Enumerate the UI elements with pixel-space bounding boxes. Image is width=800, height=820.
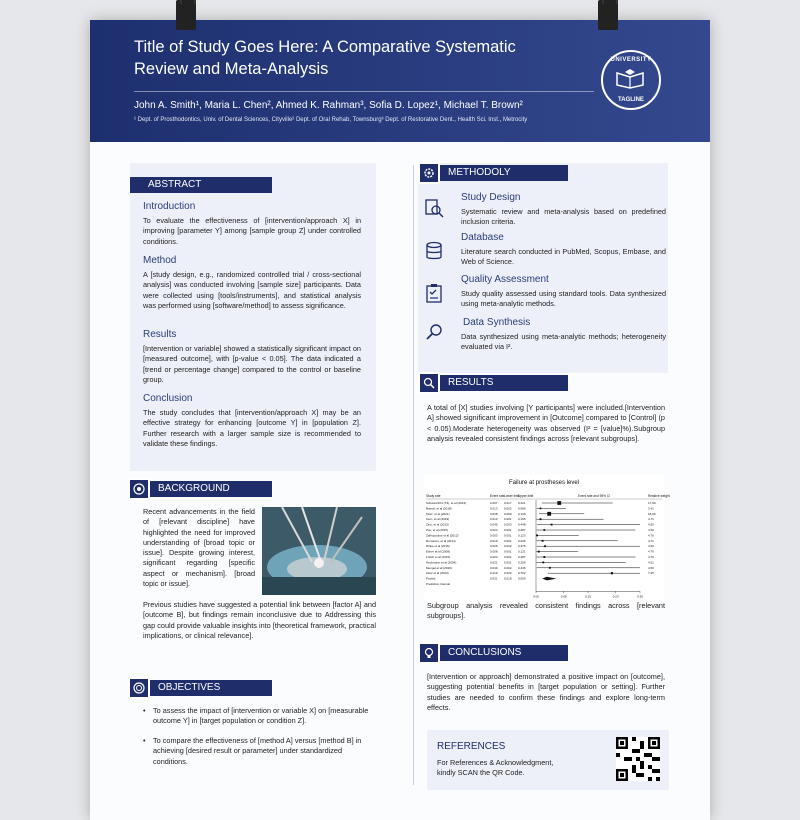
poster-title (134, 36, 604, 80)
title-divider (134, 91, 594, 92)
title-line-1: Title of Study Goes Here: A Comparative Systematic (134, 38, 516, 56)
logo-top-text: UNIVERSITY (610, 57, 652, 63)
conclusion-text: The study concludes that [intervention/approach X] may be an effective strategy for enhancing [outcome Y] in [population Z]. Further research with a larger sample size is recommended to validate these findings. (143, 408, 361, 448)
poster (90, 20, 710, 820)
relative-weight-value: 4.00 (648, 528, 654, 532)
data-synthesis-text: Data synthesized using meta-analytic methods; heterogeneity evaluated via I². (461, 332, 666, 352)
database-icon (424, 241, 444, 261)
study-name: Brandt, et al (2018) (426, 506, 452, 511)
conclusion-title: Conclusion (143, 393, 193, 404)
relative-weight-value: 3.41 (648, 506, 654, 511)
event-rate-value: 0.040 (490, 565, 498, 570)
event-rate-value: 0.031 (490, 576, 498, 581)
event-rate-value: 0.003 (490, 533, 498, 538)
column-divider (413, 165, 414, 785)
method-title: Method (143, 255, 177, 266)
effect-marker (542, 540, 544, 542)
results-section-icon (418, 372, 440, 394)
relative-weight-value: 4.71 (648, 538, 654, 543)
lower-limit-value: 0.003 (504, 522, 512, 527)
gear-icon (423, 167, 435, 179)
forest-plot-title: Failure at prostheses level (508, 480, 580, 486)
study-name: Klotz et al (2023) (426, 571, 449, 576)
conclusions-heading: CONCLUSIONS (420, 645, 568, 661)
relative-weight-value: 4.76 (648, 549, 654, 554)
results-text: [Intervention or variable] showed a statistically significant impact on [measured outcome], with [p-value < 0.05]. The data indicated a [trend or percentage change] compared to the control or baseline group. (143, 344, 361, 384)
relative-weight-value: 17.99 (648, 501, 656, 505)
effect-marker (543, 556, 545, 558)
lower-limit-value: 0.018 (504, 576, 512, 581)
methodology-section-icon (418, 162, 440, 184)
study-name: Frisch et al (2015) (426, 555, 451, 559)
relative-weight-value: 7.25 (648, 571, 654, 576)
lower-limit-value: 0.001 (504, 517, 512, 522)
affiliations: ¹ Dept. of Prosthodontics, Univ. of Dental Sciences, Cityville² Dept. of Oral Rehab, Townsburg³ Dept. of Restorative Dent., Health Sci. Inst., Metrocity (134, 117, 528, 123)
col-header-event: Event rate (490, 494, 505, 498)
quality-assessment-title: Quality Assessment (461, 274, 549, 285)
results-after-text: Subgroup analysis revealed consistent findings across [relevant subgroups]. (427, 601, 665, 621)
study-name: Rinke et al (2015) (426, 544, 450, 549)
study-name: Pooled (426, 576, 436, 581)
objective-item-1 (143, 706, 375, 727)
event-rate-value: 0.008 (490, 549, 498, 554)
results-text: A total of [X] studies involving [Y participants] were included.[Intervention A] showed significant improvement in [Outcome] compared to [Control] (p < 0.05).Moderate heterogeneity was observed (I² = [value]%).Subgroup analysis revealed consistent findings across [relevant subgroups]. (427, 403, 665, 443)
col-header-ci: Event rate and 95% CI (577, 494, 611, 498)
lower-limit-value: 0.001 (504, 549, 512, 554)
search-icon (423, 377, 435, 389)
upper-limit-value: 0.086 (518, 506, 526, 511)
effect-marker (540, 518, 542, 520)
event-rate-value: 0.013 (490, 506, 498, 511)
effect-marker (549, 567, 551, 569)
background-text-2: Previous studies have suggested a potential link between [factor A] and [outcome B], but findings remain inconclusive due to Addressing this gap could provide valuable insights into [theoretical framework, practical implications, or clinical relevance]. (143, 600, 376, 640)
lower-limit-value: 0.034 (504, 571, 512, 576)
intro-title: Introduction (143, 201, 196, 212)
lower-limit-value: 0.009 (504, 511, 512, 516)
database-title: Database (461, 232, 504, 243)
event-rate-value: 0.024 (490, 555, 498, 559)
effect-marker (544, 545, 546, 547)
methodology-heading: METHODOLY (420, 165, 568, 181)
upper-limit-value: 0.195 (518, 517, 526, 522)
lower-limit-value: 0.002 (504, 506, 512, 511)
upper-limit-value: 0.059 (518, 576, 526, 581)
poster-header (90, 20, 710, 142)
lower-limit-value: 0.017 (504, 501, 512, 505)
surgery-photo (262, 507, 376, 595)
magnifier-icon (424, 322, 444, 342)
bullet-icon: • (143, 706, 146, 715)
x-tick-label: 0.08 (560, 594, 567, 599)
upper-limit-value: 0.236 (518, 538, 526, 543)
lower-limit-value: 0.002 (504, 544, 512, 549)
results-title: Results (143, 329, 177, 340)
effect-marker (536, 534, 538, 536)
target-icon (133, 483, 145, 495)
effect-marker (557, 501, 561, 505)
bullseye-icon (133, 682, 145, 694)
study-design-title: Study Design (461, 192, 521, 203)
col-header-weight: Relative weight (648, 494, 670, 498)
objectives-section-icon (128, 677, 150, 699)
lower-limit-value: 0.002 (504, 565, 512, 570)
background-section-icon (128, 478, 150, 500)
relative-weight-value: 4.51 (648, 560, 654, 565)
search-document-icon (424, 198, 444, 218)
event-rate-value: 0.045 (490, 522, 498, 527)
effect-marker (540, 508, 542, 510)
event-rate-value: 0.067 (490, 501, 498, 505)
upper-limit-value: 0.123 (518, 533, 526, 538)
effect-marker (542, 561, 544, 563)
effect-marker (543, 529, 545, 531)
objectives-heading: OBJECTIVES (130, 680, 272, 696)
study-name: Heckmann et al (2004) (426, 560, 457, 565)
quality-assessment-text: Study quality assessed using standard tools. Data synthesized using meta-analytic methods. (461, 289, 666, 309)
effect-marker (551, 524, 553, 526)
qr-code-icon (616, 737, 660, 781)
col-header-study: Study rate (426, 494, 441, 498)
event-rate-value: 0.219 (490, 571, 498, 576)
study-name: Ettner et al (2008) (426, 549, 451, 554)
checklist-icon (424, 283, 444, 303)
study-name: Zinu, et al (2013) (426, 522, 449, 527)
binder-clip-left (176, 0, 196, 30)
lower-limit-value: 0.001 (504, 560, 512, 565)
method-text: A [study design, e.g., randomized controlled trial / cross-sectional analysis] was conducted involving [sample size] participants. Data were collected using [tools/instruments], and statistical analysis was performed using [software/method] to assess significance. (143, 270, 361, 310)
conclusions-section-icon (418, 642, 440, 664)
event-rate-value: 0.026 (490, 544, 498, 549)
bullet-icon: • (143, 736, 146, 745)
event-rate-value: 0.013 (490, 517, 498, 522)
x-tick-label: 0.23 (612, 594, 619, 599)
upper-limit-value: 0.121 (518, 549, 526, 554)
study-name: Zou, et al (2015) (426, 528, 449, 532)
col-header-lower: Lower limit (504, 494, 520, 498)
surgery-image (262, 507, 376, 595)
x-tick-label: 0.30 (637, 594, 643, 599)
relative-weight-value: 18.69 (648, 511, 656, 516)
upper-limit-value: 0.762 (518, 571, 526, 576)
study-name: Schwarz4X4 (T3), et al (2014) (426, 501, 467, 505)
study-name: Prediction Interval (426, 582, 451, 586)
x-tick-label: 0.00 (533, 594, 539, 599)
logo-bottom-text: TAGLINE (618, 97, 644, 103)
upper-limit-value: 0.287 (518, 528, 526, 532)
results-heading: RESULTS (420, 375, 568, 391)
intro-text: To evaluate the effectiveness of [intervention/approach X] in improving [parameter Y] among [sample group Z] under controlled conditions. (143, 216, 361, 246)
lower-limit-value: 0.001 (504, 533, 512, 538)
study-name: Klotz, et al (2021) (426, 511, 450, 516)
lower-limit-value: 0.001 (504, 538, 512, 543)
relative-weight-value: 4.76 (648, 533, 654, 538)
study-name: Mengel et al (2019) (426, 565, 452, 570)
effect-marker (611, 572, 613, 574)
event-rate-value: 0.038 (490, 511, 498, 516)
event-rate-value: 0.024 (490, 528, 498, 532)
forest-plot (424, 475, 670, 603)
upper-limit-value: 0.139 (518, 511, 526, 516)
x-tick-label: 0.15 (585, 594, 591, 599)
relative-weight-value: 4.50 (648, 522, 654, 527)
upper-limit-value: 0.448 (518, 522, 526, 527)
database-text: Literature search conducted in PubMed, Scopus, Embase, and Web of Science. (461, 247, 666, 267)
effect-marker (538, 551, 540, 553)
upper-limit-value: 0.376 (518, 544, 526, 549)
background-heading: BACKGROUND (130, 481, 272, 497)
study-name: Romanos, et al (2014) (426, 538, 456, 543)
objective-text-2: To compare the effectiveness of [method A] versus [method B] in achieving [desired result or parameter] under standardized conditions. (153, 736, 362, 766)
relative-weight-value: 4.66 (648, 544, 654, 549)
data-synthesis-title: Data Synthesis (463, 317, 531, 328)
event-rate-value: 0.021 (490, 560, 498, 565)
study-design-text: Systematic review and meta-analysis based on predefined inclusion criteria. (461, 207, 666, 227)
objective-text-1: To assess the impact of [intervention or variable X] on [measurable outcome Y] in [target population or condition Z]. (153, 706, 369, 726)
upper-limit-value: 0.259 (518, 560, 526, 565)
lightbulb-icon (423, 647, 435, 659)
study-name: Zafiropoulos et al (2012) (426, 533, 459, 538)
relative-weight-value: 4.50 (648, 565, 654, 570)
relative-weight-value: 4.71 (648, 517, 654, 522)
qr-code[interactable] (616, 737, 660, 781)
abstract-heading: ABSTRACT (130, 177, 272, 193)
background-text-1: Recent advancements in the field of [relevant discipline] have highlighted the need for improved understanding of [broad topic or issue]. Despite growing interest, significant regarding [specific aspect or mechanism]. [broad topic or issue]. (143, 507, 255, 589)
upper-limit-value: 0.221 (518, 501, 526, 505)
col-header-upper: Upper limit (518, 494, 534, 498)
event-rate-value: 0.019 (490, 538, 498, 543)
book-icon (615, 68, 645, 88)
title-line-2: Review and Meta-Analysis (134, 60, 329, 78)
university-logo (601, 50, 661, 110)
study-name: Kern, et al (2019) (426, 517, 450, 522)
relative-weight-value: 4.76 (648, 555, 654, 559)
effect-marker (547, 512, 551, 516)
objective-item-2 (143, 736, 375, 767)
references-text: For References & Acknowledgment, kindly SCAN the QR Code. (437, 758, 554, 778)
references-heading: REFERENCES (437, 741, 506, 752)
authors: John A. Smith¹, Maria L. Chen², Ahmed K. Rahman³, Sofia D. Lopez¹, Michael T. Brown² (134, 100, 523, 111)
conclusions-text: [Intervention or approach] demonstrated a positive impact on [outcome], suggesting potential benefits in [target population or setting]. Further studies are needed to confirm these findings and explore long-term effects. (427, 672, 665, 712)
binder-clip-right (598, 0, 618, 30)
lower-limit-value: 0.001 (504, 555, 512, 559)
lower-limit-value: 0.001 (504, 528, 512, 532)
upper-limit-value: 0.287 (518, 555, 526, 559)
upper-limit-value: 0.446 (518, 565, 526, 570)
